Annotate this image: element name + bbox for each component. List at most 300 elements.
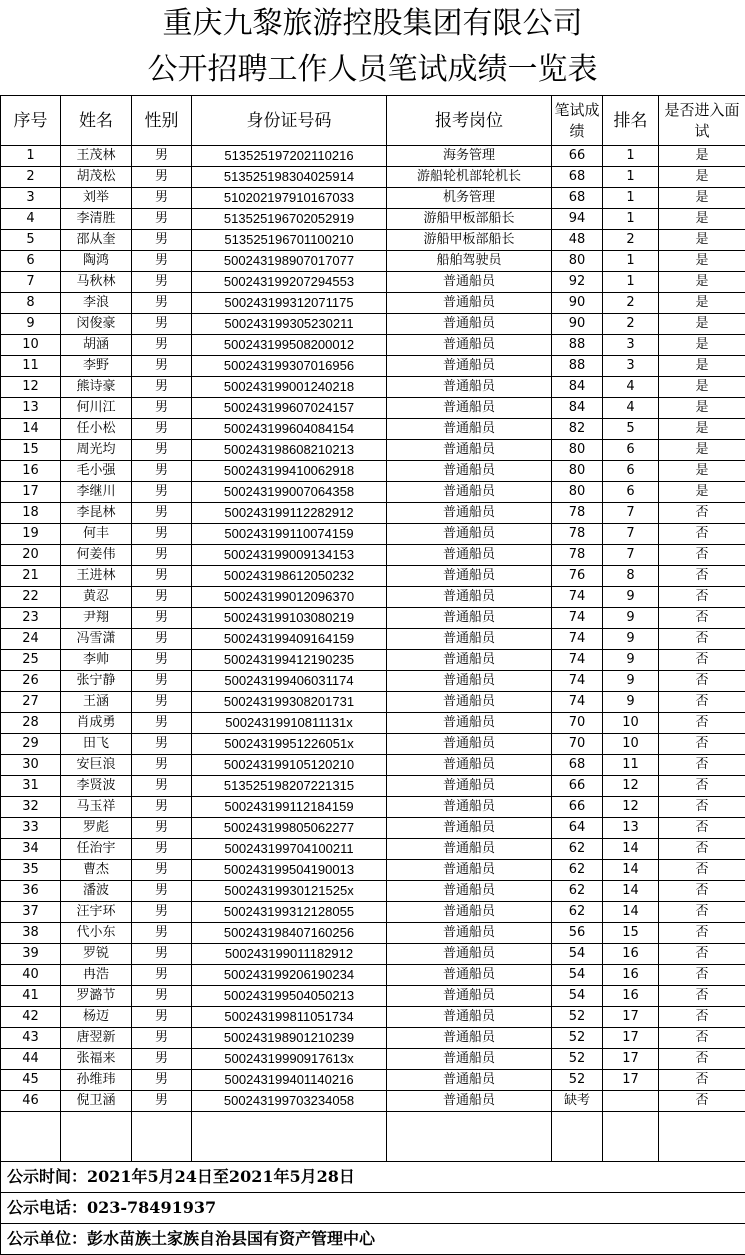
cell-score: 缺考 (552, 1091, 603, 1112)
cell-name: 胡涵 (61, 335, 132, 356)
cell-name: 李继川 (61, 482, 132, 503)
cell-index: 17 (1, 482, 61, 503)
cell-score: 88 (552, 356, 603, 377)
table-row (1, 797, 745, 818)
cell-rank: 7 (603, 503, 659, 524)
cell-rank: 2 (603, 230, 659, 251)
cell-name: 闵俊豪 (61, 314, 132, 335)
cell-id-number: 500243199811051734 (192, 1007, 387, 1028)
cell-position: 普通船员 (387, 776, 552, 797)
cell-rank: 10 (603, 713, 659, 734)
cell-rank: 4 (603, 377, 659, 398)
cell-interview: 否 (659, 902, 745, 923)
table-row (1, 692, 745, 713)
cell-gender: 男 (132, 1070, 192, 1091)
cell-rank: 12 (603, 797, 659, 818)
cell-interview: 否 (659, 713, 745, 734)
cell-position: 普通船员 (387, 587, 552, 608)
cell-name: 代小东 (61, 923, 132, 944)
cell-gender: 男 (132, 692, 192, 713)
cell-position: 普通船员 (387, 1007, 552, 1028)
cell-index: 41 (1, 986, 61, 1007)
cell-score: 66 (552, 146, 603, 167)
table-row (1, 965, 745, 986)
cell-position: 普通船员 (387, 944, 552, 965)
cell-score: 48 (552, 230, 603, 251)
cell-score: 74 (552, 629, 603, 650)
cell-position: 普通船员 (387, 671, 552, 692)
cell-interview: 否 (659, 1049, 745, 1070)
cell-rank: 1 (603, 167, 659, 188)
cell-index: 22 (1, 587, 61, 608)
cell-index: 32 (1, 797, 61, 818)
cell-id-number: 500243199406031174 (192, 671, 387, 692)
table-row (1, 818, 745, 839)
cell-name: 杨迈 (61, 1007, 132, 1028)
cell-id-number: 500243199009134153 (192, 545, 387, 566)
cell-index: 26 (1, 671, 61, 692)
cell-interview: 是 (659, 398, 745, 419)
table-row (1, 608, 745, 629)
cell-gender: 男 (132, 881, 192, 902)
cell-id-number: 500243199305230211 (192, 314, 387, 335)
title-line-2: 公开招聘工作人员笔试成绩一览表 (0, 50, 745, 90)
table-row (1, 671, 745, 692)
cell-gender: 男 (132, 230, 192, 251)
cell-id-number: 500243199307016956 (192, 356, 387, 377)
cell-id-number: 500243199704100211 (192, 839, 387, 860)
cell-name: 张宁静 (61, 671, 132, 692)
cell-interview: 否 (659, 587, 745, 608)
table-row (1, 545, 745, 566)
cell-id-number: 500243199308201731 (192, 692, 387, 713)
cell-interview: 否 (659, 545, 745, 566)
cell-index: 12 (1, 377, 61, 398)
cell-index: 24 (1, 629, 61, 650)
cell-rank: 3 (603, 335, 659, 356)
cell-index: 33 (1, 818, 61, 839)
cell-interview: 否 (659, 503, 745, 524)
table-row (1, 188, 745, 209)
cell-position: 普通船员 (387, 1091, 552, 1112)
cell-score: 90 (552, 314, 603, 335)
cell-rank: 12 (603, 776, 659, 797)
table-row (1, 398, 745, 419)
cell-name: 李野 (61, 356, 132, 377)
cell-score: 80 (552, 251, 603, 272)
cell-interview: 否 (659, 1028, 745, 1049)
cell-index: 3 (1, 188, 61, 209)
cell-score: 70 (552, 713, 603, 734)
table-row (1, 860, 745, 881)
cell-position: 普通船员 (387, 566, 552, 587)
cell-gender: 男 (132, 797, 192, 818)
cell-position: 普通船员 (387, 461, 552, 482)
cell-position: 普通船员 (387, 440, 552, 461)
cell-position: 普通船员 (387, 755, 552, 776)
cell-score: 94 (552, 209, 603, 230)
cell-position: 普通船员 (387, 965, 552, 986)
cell-index: 8 (1, 293, 61, 314)
cell-score: 74 (552, 671, 603, 692)
table-row (1, 524, 745, 545)
cell-interview: 否 (659, 650, 745, 671)
cell-index: 31 (1, 776, 61, 797)
cell-rank: 6 (603, 440, 659, 461)
cell-interview: 否 (659, 986, 745, 1007)
cell-rank: 9 (603, 671, 659, 692)
cell-gender: 男 (132, 503, 192, 524)
cell-index: 4 (1, 209, 61, 230)
cell-rank: 16 (603, 986, 659, 1007)
cell-gender: 男 (132, 1028, 192, 1049)
cell-interview: 是 (659, 440, 745, 461)
header-score: 笔试成绩 (552, 96, 603, 146)
cell-rank: 1 (603, 188, 659, 209)
cell-id-number: 500243199410062918 (192, 461, 387, 482)
cell-position: 普通船员 (387, 482, 552, 503)
table-row (1, 314, 745, 335)
cell-index: 45 (1, 1070, 61, 1091)
cell-id-number: 500243199312071175 (192, 293, 387, 314)
cell-id-number: 513525198304025914 (192, 167, 387, 188)
cell-name: 唐翌新 (61, 1028, 132, 1049)
cell-gender: 男 (132, 671, 192, 692)
cell-position: 普通船员 (387, 293, 552, 314)
cell-name: 李清胜 (61, 209, 132, 230)
cell-interview: 否 (659, 671, 745, 692)
cell-index: 35 (1, 860, 61, 881)
table-row (1, 587, 745, 608)
footer-unit-row (1, 1224, 745, 1255)
cell-interview: 是 (659, 419, 745, 440)
cell-gender: 男 (132, 398, 192, 419)
cell-score: 62 (552, 860, 603, 881)
cell-rank: 1 (603, 251, 659, 272)
cell-interview: 是 (659, 146, 745, 167)
cell-position: 普通船员 (387, 1028, 552, 1049)
table-row (1, 776, 745, 797)
cell-position: 普通船员 (387, 734, 552, 755)
cell-gender: 男 (132, 776, 192, 797)
table-row (1, 881, 745, 902)
cell-score: 54 (552, 965, 603, 986)
cell-gender: 男 (132, 293, 192, 314)
publicity-phone: 公示电话：023-78491937 (1, 1193, 745, 1224)
table-row (1, 986, 745, 1007)
cell-name: 李浪 (61, 293, 132, 314)
cell-id-number: 513525196702052919 (192, 209, 387, 230)
cell-index: 43 (1, 1028, 61, 1049)
table-row (1, 251, 745, 272)
cell-id-number: 500243198612050232 (192, 566, 387, 587)
cell-gender: 男 (132, 944, 192, 965)
cell-score: 62 (552, 839, 603, 860)
cell-id-number: 500243198608210213 (192, 440, 387, 461)
cell-index: 34 (1, 839, 61, 860)
cell-index: 2 (1, 167, 61, 188)
cell-score: 52 (552, 1028, 603, 1049)
cell-name: 冯雪潇 (61, 629, 132, 650)
cell-score: 70 (552, 734, 603, 755)
cell-rank: 6 (603, 461, 659, 482)
cell-index: 15 (1, 440, 61, 461)
table-row (1, 209, 745, 230)
cell-rank: 2 (603, 293, 659, 314)
cell-interview: 否 (659, 755, 745, 776)
cell-name: 黄忍 (61, 587, 132, 608)
cell-id-number: 510202197910167033 (192, 188, 387, 209)
cell-gender: 男 (132, 839, 192, 860)
cell-position: 机务管理 (387, 188, 552, 209)
table-row (1, 1028, 745, 1049)
cell-gender: 男 (132, 251, 192, 272)
cell-id-number: 500243199001240218 (192, 377, 387, 398)
cell-name: 李昆林 (61, 503, 132, 524)
table-row (1, 377, 745, 398)
cell-score: 74 (552, 587, 603, 608)
cell-rank: 14 (603, 881, 659, 902)
cell-position: 普通船员 (387, 272, 552, 293)
cell-id-number: 500243199012096370 (192, 587, 387, 608)
cell-score: 52 (552, 1070, 603, 1091)
cell-name: 何丰 (61, 524, 132, 545)
cell-id-number: 500243198407160256 (192, 923, 387, 944)
cell-id-number: 500243199112282912 (192, 503, 387, 524)
cell-id-number: 50024319951226051x (192, 734, 387, 755)
cell-gender: 男 (132, 860, 192, 881)
cell-position: 普通船员 (387, 545, 552, 566)
cell-name: 毛小强 (61, 461, 132, 482)
cell-rank: 9 (603, 608, 659, 629)
cell-gender: 男 (132, 902, 192, 923)
cell-name: 尹翔 (61, 608, 132, 629)
cell-index: 25 (1, 650, 61, 671)
cell-score: 78 (552, 524, 603, 545)
cell-index: 20 (1, 545, 61, 566)
cell-rank: 17 (603, 1007, 659, 1028)
cell-id-number: 50024319930121525x (192, 881, 387, 902)
cell-position: 游船甲板部船长 (387, 209, 552, 230)
table-row (1, 650, 745, 671)
cell-gender: 男 (132, 545, 192, 566)
cell-score: 84 (552, 377, 603, 398)
cell-rank: 6 (603, 482, 659, 503)
cell-name: 何姜伟 (61, 545, 132, 566)
cell-id-number: 513525197202110216 (192, 146, 387, 167)
cell-position: 游船轮机部轮机长 (387, 167, 552, 188)
cell-rank: 1 (603, 209, 659, 230)
cell-rank: 13 (603, 818, 659, 839)
cell-position: 普通船员 (387, 692, 552, 713)
cell-name: 倪卫涵 (61, 1091, 132, 1112)
table-row (1, 734, 745, 755)
cell-score: 74 (552, 692, 603, 713)
cell-position: 普通船员 (387, 608, 552, 629)
cell-score: 76 (552, 566, 603, 587)
cell-score: 80 (552, 440, 603, 461)
cell-id-number: 500243199112184159 (192, 797, 387, 818)
cell-id-number: 500243199312128055 (192, 902, 387, 923)
cell-score: 78 (552, 545, 603, 566)
table-row (1, 629, 745, 650)
table-row (1, 356, 745, 377)
cell-id-number: 500243199401140216 (192, 1070, 387, 1091)
cell-id-number: 500243199412190235 (192, 650, 387, 671)
table-row (1, 839, 745, 860)
cell-index: 44 (1, 1049, 61, 1070)
table-row (1, 755, 745, 776)
cell-gender: 男 (132, 1049, 192, 1070)
cell-index: 28 (1, 713, 61, 734)
cell-index: 42 (1, 1007, 61, 1028)
cell-name: 李帅 (61, 650, 132, 671)
cell-score: 54 (552, 986, 603, 1007)
cell-position: 普通船员 (387, 650, 552, 671)
cell-gender: 男 (132, 461, 192, 482)
cell-interview: 否 (659, 881, 745, 902)
cell-position: 普通船员 (387, 839, 552, 860)
cell-position: 普通船员 (387, 1049, 552, 1070)
cell-id-number: 500243199105120210 (192, 755, 387, 776)
cell-interview: 是 (659, 293, 745, 314)
header-rank: 排名 (603, 96, 659, 146)
cell-id-number: 500243199805062277 (192, 818, 387, 839)
table-row (1, 482, 745, 503)
cell-id-number: 500243199011182912 (192, 944, 387, 965)
cell-interview: 是 (659, 167, 745, 188)
cell-gender: 男 (132, 377, 192, 398)
cell-rank: 16 (603, 965, 659, 986)
cell-score: 80 (552, 482, 603, 503)
cell-position: 普通船员 (387, 986, 552, 1007)
cell-rank: 14 (603, 860, 659, 881)
cell-id-number: 500243198901210239 (192, 1028, 387, 1049)
cell-index: 38 (1, 923, 61, 944)
cell-index: 19 (1, 524, 61, 545)
cell-position: 普通船员 (387, 398, 552, 419)
cell-rank: 11 (603, 755, 659, 776)
cell-score: 74 (552, 608, 603, 629)
cell-rank: 7 (603, 524, 659, 545)
cell-index: 7 (1, 272, 61, 293)
table-row (1, 272, 745, 293)
cell-gender: 男 (132, 1007, 192, 1028)
cell-rank: 17 (603, 1070, 659, 1091)
cell-score: 82 (552, 419, 603, 440)
cell-name: 孙维玮 (61, 1070, 132, 1091)
cell-score: 52 (552, 1007, 603, 1028)
title-line-1: 重庆九黎旅游控股集团有限公司 (0, 4, 745, 44)
cell-interview: 否 (659, 965, 745, 986)
cell-id-number: 500243199103080219 (192, 608, 387, 629)
cell-index: 11 (1, 356, 61, 377)
table-row (1, 902, 745, 923)
cell-name: 马秋林 (61, 272, 132, 293)
cell-id-number: 500243199504050213 (192, 986, 387, 1007)
cell-name: 曹杰 (61, 860, 132, 881)
cell-id-number: 500243199110074159 (192, 524, 387, 545)
cell-name: 罗彪 (61, 818, 132, 839)
cell-position: 普通船员 (387, 902, 552, 923)
cell-index: 46 (1, 1091, 61, 1112)
header-row (1, 96, 745, 146)
header-id-number: 身份证号码 (192, 96, 387, 146)
cell-name: 张福来 (61, 1049, 132, 1070)
table-row (1, 167, 745, 188)
cell-score: 66 (552, 797, 603, 818)
cell-position: 船舶驾驶员 (387, 251, 552, 272)
cell-score: 54 (552, 944, 603, 965)
cell-name: 邵从奎 (61, 230, 132, 251)
table-row (1, 146, 745, 167)
cell-position: 普通船员 (387, 335, 552, 356)
cell-index: 6 (1, 251, 61, 272)
cell-interview: 否 (659, 566, 745, 587)
cell-gender: 男 (132, 986, 192, 1007)
cell-interview: 是 (659, 482, 745, 503)
cell-id-number: 500243199604084154 (192, 419, 387, 440)
cell-rank: 9 (603, 692, 659, 713)
cell-score: 66 (552, 776, 603, 797)
header-index: 序号 (1, 96, 61, 146)
cell-interview: 是 (659, 356, 745, 377)
cell-index: 27 (1, 692, 61, 713)
cell-interview: 是 (659, 461, 745, 482)
cell-score: 84 (552, 398, 603, 419)
cell-interview: 否 (659, 923, 745, 944)
cell-index: 1 (1, 146, 61, 167)
cell-index: 23 (1, 608, 61, 629)
cell-name: 罗锐 (61, 944, 132, 965)
cell-name: 任小松 (61, 419, 132, 440)
cell-id-number: 500243199508200012 (192, 335, 387, 356)
cell-gender: 男 (132, 587, 192, 608)
cell-interview: 否 (659, 776, 745, 797)
cell-name: 胡茂松 (61, 167, 132, 188)
cell-name: 刘举 (61, 188, 132, 209)
table-row (1, 1007, 745, 1028)
cell-index: 9 (1, 314, 61, 335)
footer-phone-row (1, 1193, 745, 1224)
cell-interview: 是 (659, 335, 745, 356)
cell-id-number: 500243198907017077 (192, 251, 387, 272)
cell-index: 5 (1, 230, 61, 251)
cell-interview: 是 (659, 272, 745, 293)
cell-id-number: 500243199007064358 (192, 482, 387, 503)
cell-name: 安巨浪 (61, 755, 132, 776)
cell-rank: 4 (603, 398, 659, 419)
cell-index: 39 (1, 944, 61, 965)
header-name: 姓名 (61, 96, 132, 146)
cell-name: 罗潞节 (61, 986, 132, 1007)
cell-rank: 7 (603, 545, 659, 566)
cell-interview: 否 (659, 1091, 745, 1112)
cell-gender: 男 (132, 608, 192, 629)
cell-gender: 男 (132, 923, 192, 944)
cell-name: 王进林 (61, 566, 132, 587)
cell-rank: 9 (603, 629, 659, 650)
table-row (1, 461, 745, 482)
cell-gender: 男 (132, 209, 192, 230)
publicity-time: 公示时间：2021年5月24日至2021年5月28日 (1, 1162, 745, 1193)
cell-rank: 9 (603, 587, 659, 608)
cell-interview: 否 (659, 692, 745, 713)
cell-name: 田飞 (61, 734, 132, 755)
cell-gender: 男 (132, 167, 192, 188)
table-row (1, 923, 745, 944)
cell-name: 王涵 (61, 692, 132, 713)
